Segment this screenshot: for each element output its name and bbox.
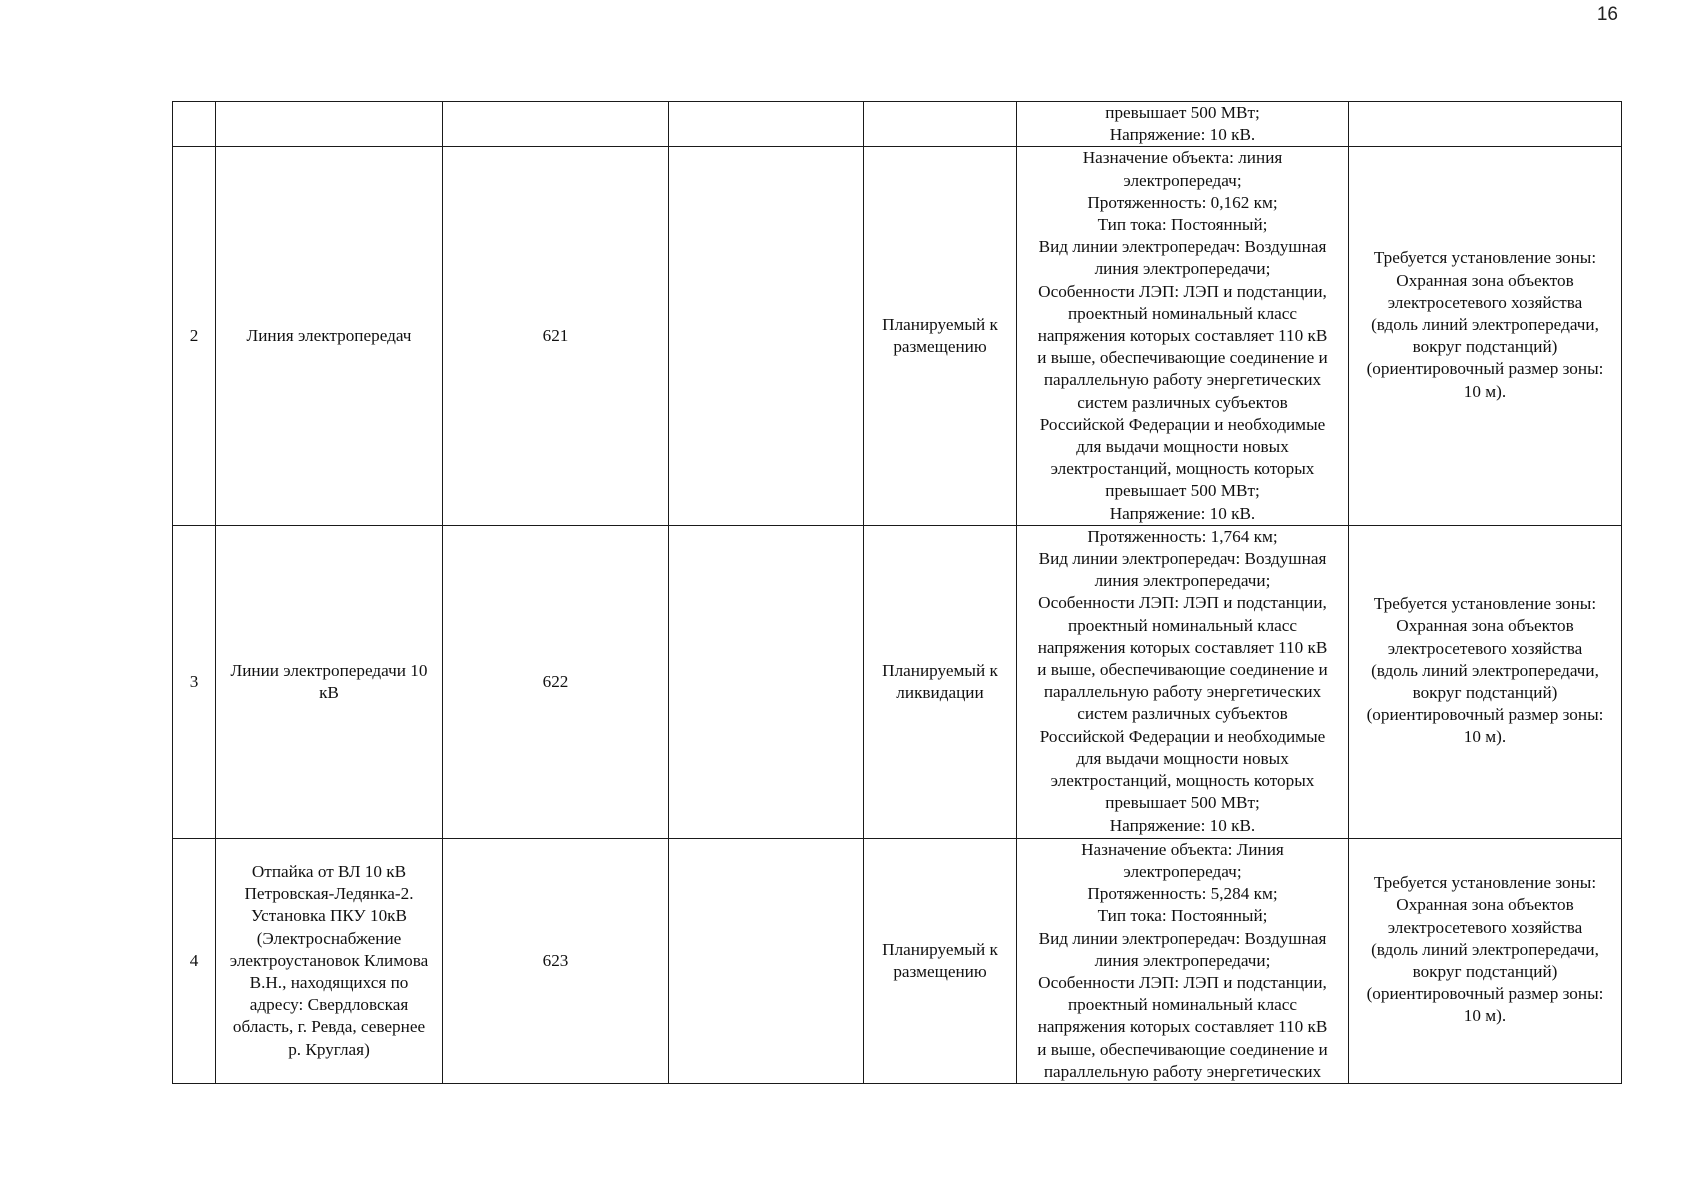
table-row bbox=[173, 838, 1622, 1083]
text-line: Требуется установление зоны: bbox=[1373, 248, 1597, 268]
objects-table bbox=[172, 101, 1622, 1084]
text-line: Вид линии электропередач: Воздушная bbox=[1038, 237, 1327, 257]
name-cell bbox=[216, 102, 443, 147]
zone-cell bbox=[1349, 147, 1622, 525]
text-line: Российской Федерации и необходимые bbox=[1039, 414, 1326, 434]
text-line: проектный номинальный класс bbox=[1067, 303, 1298, 323]
table-row bbox=[173, 147, 1622, 525]
name-cell bbox=[216, 147, 443, 525]
text-line: Особенности ЛЭП: ЛЭП и подстанции, bbox=[1038, 281, 1327, 301]
text-line: Напряжение: 10 кВ. bbox=[1109, 125, 1256, 145]
status-cell bbox=[864, 147, 1017, 525]
text-line: электропередач; bbox=[1123, 170, 1242, 190]
text-line: кВ bbox=[319, 682, 339, 702]
text-line: (ориентировочный размер зоны: bbox=[1366, 705, 1604, 725]
empty-cell bbox=[669, 525, 864, 838]
text-line: электросетевого хозяйства bbox=[1387, 917, 1583, 937]
page-number: 16 bbox=[1596, 4, 1618, 25]
status-cell bbox=[864, 525, 1017, 838]
text-line: и выше, обеспечивающие соединение и bbox=[1037, 1039, 1328, 1059]
text-line: проектный номинальный класс bbox=[1067, 995, 1298, 1015]
text-line: (ориентировочный размер зоны: bbox=[1366, 984, 1604, 1004]
text-line: Протяженность: 5,284 км; bbox=[1087, 884, 1278, 904]
text-line: Особенности ЛЭП: ЛЭП и подстанции, bbox=[1038, 973, 1327, 993]
text-line: Линии электропередачи 10 bbox=[230, 660, 428, 680]
text-line: (Электроснабжение bbox=[256, 928, 402, 948]
name-cell bbox=[216, 838, 443, 1083]
characteristics-cell bbox=[1017, 525, 1349, 838]
empty-cell bbox=[669, 102, 864, 147]
characteristics-text bbox=[1018, 526, 1347, 837]
text-line: электросетевого хозяйства bbox=[1387, 292, 1583, 312]
text-line: параллельную работу энергетических bbox=[1043, 370, 1322, 390]
text-line: вокруг подстанций) bbox=[1412, 337, 1558, 357]
table-row bbox=[173, 525, 1622, 838]
object-name bbox=[217, 660, 441, 704]
object-status bbox=[865, 939, 1015, 983]
text-line: напряжения которых составляет 110 кВ bbox=[1037, 637, 1328, 657]
empty-cell bbox=[669, 838, 864, 1083]
text-line: область, г. Ревда, севернее bbox=[232, 1017, 426, 1037]
text-line: Установка ПКУ 10кВ bbox=[250, 906, 407, 926]
text-line: (вдоль линий электропередачи, bbox=[1371, 660, 1599, 680]
zone-cell bbox=[1349, 525, 1622, 838]
text-line: систем различных субъектов bbox=[1077, 704, 1288, 724]
table-row-continuation bbox=[173, 102, 1622, 147]
text-line: и выше, обеспечивающие соединение и bbox=[1037, 348, 1328, 368]
text-line: Вид линии электропередач: Воздушная bbox=[1038, 549, 1327, 569]
zone-text bbox=[1350, 247, 1620, 402]
text-line: В.Н., находящихся по bbox=[249, 973, 409, 993]
characteristics-cell bbox=[1017, 102, 1349, 147]
text-line: электропередач; bbox=[1123, 862, 1242, 882]
text-line: для выдачи мощности новых bbox=[1076, 748, 1289, 768]
text-line: превышает 500 МВт; bbox=[1105, 103, 1260, 122]
characteristics-cell bbox=[1017, 147, 1349, 525]
text-line: Планируемый к bbox=[882, 660, 998, 680]
text-line: (вдоль линий электропередачи, bbox=[1371, 315, 1599, 335]
zone-text bbox=[1350, 872, 1620, 1027]
code-cell: 622 bbox=[443, 525, 669, 838]
code-cell bbox=[443, 102, 669, 147]
text-line: параллельную работу энергетических bbox=[1043, 682, 1322, 702]
characteristics-text bbox=[1018, 147, 1347, 524]
text-line: 10 м). bbox=[1463, 381, 1507, 401]
text-line: Петровская-Ледянка-2. bbox=[244, 884, 414, 904]
text-line: Планируемый к bbox=[882, 314, 998, 334]
text-line: Планируемый к bbox=[882, 939, 998, 959]
text-line: линия электропередачи; bbox=[1094, 259, 1271, 279]
text-line: электроустановок Климова bbox=[229, 950, 429, 970]
text-line: превышает 500 МВт; bbox=[1105, 793, 1260, 813]
text-line: Требуется установление зоны: bbox=[1373, 594, 1597, 614]
characteristics-cell bbox=[1017, 838, 1349, 1083]
zone-text bbox=[1350, 593, 1620, 748]
status-cell bbox=[864, 838, 1017, 1083]
text-line: напряжения которых составляет 110 кВ bbox=[1037, 326, 1328, 346]
num-cell: 2 bbox=[173, 147, 216, 525]
text-line: электросетевого хозяйства bbox=[1387, 638, 1583, 658]
text-line: электростанций, мощность которых bbox=[1050, 771, 1315, 791]
text-line: напряжения которых составляет 110 кВ bbox=[1037, 1017, 1328, 1037]
text-line: Вид линии электропередач: Воздушная bbox=[1038, 928, 1327, 948]
text-line: для выдачи мощности новых bbox=[1076, 437, 1289, 457]
text-line: Тип тока: Постоянный; bbox=[1097, 906, 1268, 926]
text-line: линия электропередачи; bbox=[1094, 950, 1271, 970]
text-line: Охранная зона объектов bbox=[1396, 270, 1574, 290]
code-cell: 621 bbox=[443, 147, 669, 525]
text-line: ликвидации bbox=[896, 682, 984, 702]
text-line: проектный номинальный класс bbox=[1067, 615, 1298, 635]
text-line: (вдоль линий электропередачи, bbox=[1371, 939, 1599, 959]
text-line: и выше, обеспечивающие соединение и bbox=[1037, 660, 1328, 680]
text-line: размещению bbox=[893, 961, 987, 981]
characteristics-text bbox=[1018, 839, 1347, 1083]
object-name bbox=[217, 861, 441, 1061]
text-line: Российской Федерации и необходимые bbox=[1039, 726, 1326, 746]
num-cell bbox=[173, 102, 216, 147]
status-cell bbox=[864, 102, 1017, 147]
text-line: р. Круглая) bbox=[288, 1039, 370, 1059]
text-line: адресу: Свердловская bbox=[249, 995, 409, 1015]
object-status bbox=[865, 660, 1015, 704]
text-line: Охранная зона объектов bbox=[1396, 895, 1574, 915]
zone-cell bbox=[1349, 102, 1622, 147]
num-cell: 3 bbox=[173, 525, 216, 838]
text-line: Требуется установление зоны: bbox=[1373, 873, 1597, 893]
text-line: размещению bbox=[893, 337, 987, 357]
object-status bbox=[865, 314, 1015, 358]
text-line: Назначение объекта: Линия bbox=[1081, 839, 1284, 859]
text-line: Охранная зона объектов bbox=[1396, 616, 1574, 636]
text-line: 10 м). bbox=[1463, 727, 1507, 747]
text-line: Линия электропередач bbox=[246, 326, 412, 346]
zone-cell bbox=[1349, 838, 1622, 1083]
text-line: линия электропередачи; bbox=[1094, 571, 1271, 591]
text-line: Назначение объекта: линия bbox=[1082, 148, 1283, 168]
text-line: Протяженность: 0,162 км; bbox=[1087, 192, 1278, 212]
object-name bbox=[217, 325, 441, 347]
text-line: систем различных субъектов bbox=[1077, 392, 1288, 412]
name-cell bbox=[216, 525, 443, 838]
text-line: 10 м). bbox=[1463, 1006, 1507, 1026]
num-cell: 4 bbox=[173, 838, 216, 1083]
text-line: (ориентировочный размер зоны: bbox=[1366, 359, 1604, 379]
text-line: параллельную работу энергетических bbox=[1043, 1061, 1322, 1081]
code-cell: 623 bbox=[443, 838, 669, 1083]
text-line: Тип тока: Постоянный; bbox=[1097, 215, 1268, 235]
text-line: Особенности ЛЭП: ЛЭП и подстанции, bbox=[1038, 593, 1327, 613]
text-line: превышает 500 МВт; bbox=[1105, 481, 1260, 501]
text-line: Напряжение: 10 кВ. bbox=[1109, 503, 1256, 523]
text-line: Протяженность: 1,764 км; bbox=[1087, 526, 1278, 546]
empty-cell bbox=[669, 147, 864, 525]
text-line: Напряжение: 10 кВ. bbox=[1109, 815, 1256, 835]
text-line: электростанций, мощность которых bbox=[1050, 459, 1315, 479]
text-line: вокруг подстанций) bbox=[1412, 962, 1558, 982]
text-line: вокруг подстанций) bbox=[1412, 682, 1558, 702]
characteristics-text bbox=[1018, 102, 1347, 146]
text-line: Отпайка от ВЛ 10 кВ bbox=[251, 862, 407, 882]
